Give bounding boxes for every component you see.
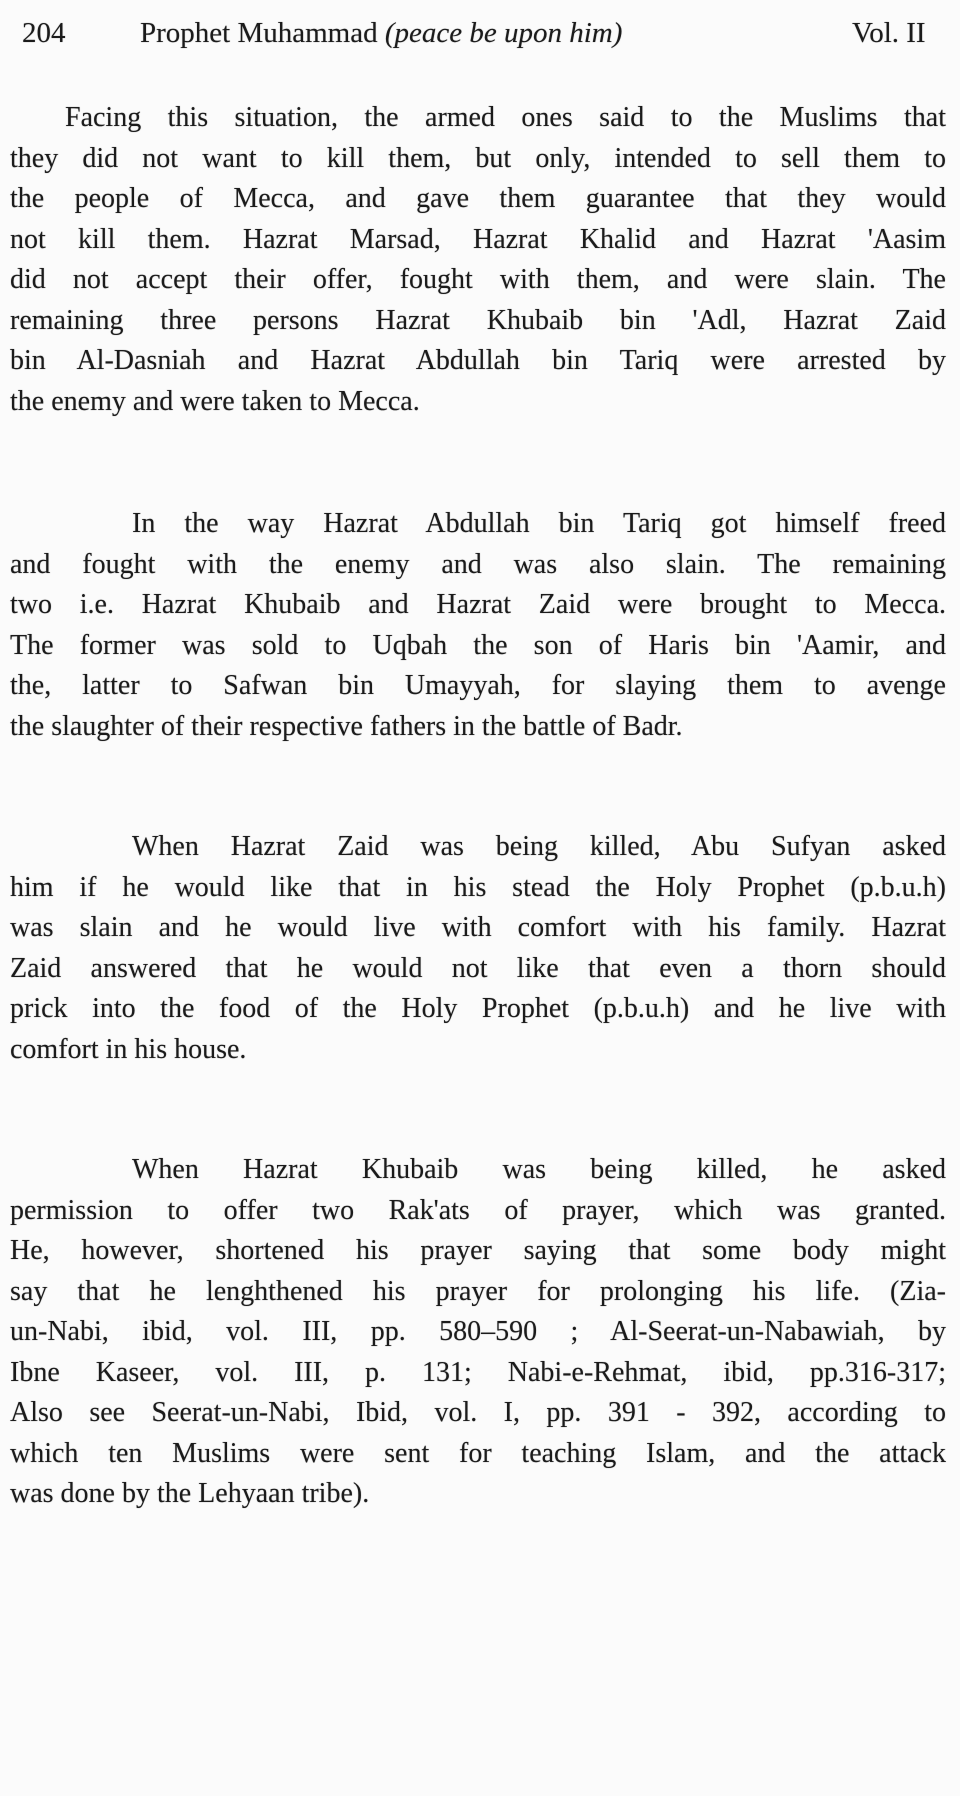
text-line: un-Nabi, ibid, vol. III, pp. 580–590 ; Al-Seerat-un-Nabawiah, by <box>10 1316 946 1347</box>
text-line: him if he would like that in his stead the Holy Prophet (p.b.u.h) <box>10 871 946 903</box>
text-line: comfort in his house. <box>10 1033 247 1065</box>
text-line: In the way Hazrat Abdullah bin Tariq got himself freed <box>132 508 946 539</box>
text-line: not kill them. Hazrat Marsad, Hazrat Khalid and Hazrat 'Aasim <box>10 223 946 255</box>
text-line: Also see Seerat-un-Nabi, Ibid, vol. I, pp. 391 - 392, according to <box>10 1397 946 1428</box>
paragraph <box>10 98 946 422</box>
text-line: say that he lenghthened his prayer for prolonging his life. (Zia- <box>10 1275 946 1307</box>
running-title-italic: (peace be upon him) <box>384 17 623 49</box>
text-line: remaining three persons Hazrat Khubaib bin 'Adl, Hazrat Zaid <box>10 304 946 336</box>
text-line: prick into the food of the Holy Prophet (p.b.u.h) and he live with <box>10 993 946 1024</box>
text-line: Ibne Kaseer, vol. III, p. 131; Nabi-e-Rehmat, ibid, pp.316-317; <box>10 1356 946 1388</box>
text-line: The former was sold to Uqbah the son of Haris bin 'Aamir, and <box>10 629 946 661</box>
text-line: Zaid answered that he would not like that even a thorn should <box>10 952 946 984</box>
text-line: bin Al-Dasniah and Hazrat Abdullah bin Tariq were arrested by <box>10 345 946 376</box>
volume-label: Vol. II <box>852 17 926 49</box>
text-line: and fought with the enemy and was also slain. The remaining <box>10 548 946 580</box>
running-title-roman: Prophet Muhammad <box>140 17 385 49</box>
running-title <box>140 14 622 52</box>
paragraph <box>10 1150 946 1515</box>
page-number: 204 <box>22 17 66 49</box>
text-line: the, latter to Safwan bin Umayyah, for slaying them to avenge <box>10 670 946 701</box>
text-line: When Hazrat Khubaib was being killed, he asked <box>132 1154 946 1185</box>
text-line: He, however, shortened his prayer saying that some body might <box>10 1235 946 1266</box>
text-line: When Hazrat Zaid was being killed, Abu Sufyan asked <box>132 831 946 862</box>
text-line: the enemy and were taken to Mecca. <box>10 385 420 417</box>
paragraph <box>10 827 946 1070</box>
page-header <box>10 14 946 52</box>
paragraph <box>10 504 946 747</box>
text-line: did not accept their offer, fought with them, and were slain. The <box>10 264 946 295</box>
text-line: the people of Mecca, and gave them guarantee that they would <box>10 183 946 214</box>
page-body <box>10 98 946 1515</box>
text-line: they did not want to kill them, but only, intended to sell them to <box>10 142 946 174</box>
text-line: Facing this situation, the armed ones said to the Muslims that <box>65 102 946 133</box>
text-line: permission to offer two Rak'ats of prayer, which was granted. <box>10 1194 946 1226</box>
text-line: which ten Muslims were sent for teaching Islam, and the attack <box>10 1437 946 1469</box>
text-line: two i.e. Hazrat Khubaib and Hazrat Zaid were brought to Mecca. <box>10 589 946 620</box>
text-line: was done by the Lehyaan tribe). <box>10 1478 370 1509</box>
text-line: was slain and he would live with comfort with his family. Hazrat <box>10 912 946 943</box>
text-line: the slaughter of their respective fathers in the battle of Badr. <box>10 710 683 742</box>
